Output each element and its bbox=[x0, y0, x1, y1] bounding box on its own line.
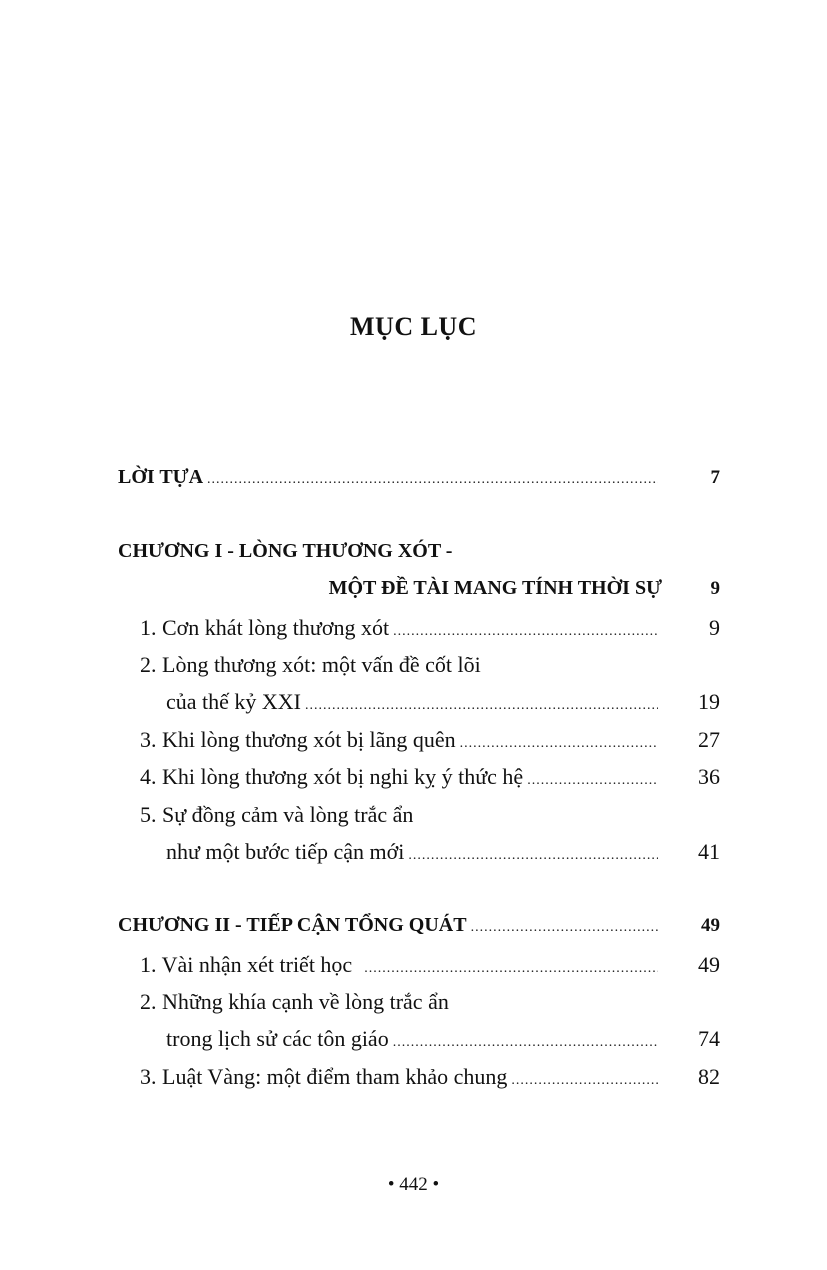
toc-entry-continued bbox=[166, 689, 720, 719]
toc-chapter-1-line2 bbox=[118, 577, 720, 607]
toc-entry bbox=[140, 989, 720, 1019]
entry-text: 3. Luật Vàng: một điểm tham khảo chung bbox=[140, 1064, 508, 1089]
entry-text: 1. Vài nhận xét triết học bbox=[140, 952, 353, 977]
entry-page: 27 bbox=[698, 727, 720, 752]
entry-text: 1. Cơn khát lòng thương xót bbox=[140, 615, 390, 640]
entry-text: 5. Sự đồng cảm và lòng trắc ẩn bbox=[140, 802, 414, 827]
page-title: MỤC LỤC bbox=[350, 312, 477, 341]
entry-text: CHƯƠNG I - LÒNG THƯƠNG XÓT - bbox=[118, 540, 453, 562]
dot-leader bbox=[305, 698, 658, 714]
toc-entry bbox=[140, 652, 720, 682]
toc-chapter-2 bbox=[118, 914, 720, 944]
entry-text: 2. Lòng thương xót: một vấn đề cốt lõi bbox=[140, 652, 481, 677]
toc-entry bbox=[140, 615, 720, 645]
dot-leader bbox=[393, 624, 658, 640]
entry-text: như một bước tiếp cận mới bbox=[166, 839, 405, 864]
entry-page: 19 bbox=[698, 689, 720, 714]
entry-text: 2. Những khía cạnh về lòng trắc ẩn bbox=[140, 989, 449, 1014]
page-number: • 442 • bbox=[387, 1174, 440, 1195]
entry-page: 41 bbox=[698, 839, 720, 864]
toc-entry-continued bbox=[166, 1026, 720, 1056]
dot-leader bbox=[527, 773, 658, 789]
entry-text: CHƯƠNG II - TIẾP CẬN TỔNG QUÁT bbox=[118, 914, 467, 936]
toc-entry bbox=[140, 764, 720, 794]
dot-leader bbox=[408, 848, 658, 864]
entry-text: LỜI TỰA bbox=[118, 466, 204, 488]
toc-entry bbox=[140, 1064, 720, 1094]
toc-chapter-1-line1 bbox=[118, 540, 720, 570]
entry-text: trong lịch sử các tôn giáo bbox=[166, 1026, 389, 1051]
dot-leader bbox=[364, 961, 658, 977]
entry-page: 82 bbox=[698, 1064, 720, 1089]
dot-leader bbox=[393, 1035, 658, 1051]
entry-text: 3. Khi lòng thương xót bị lãng quên bbox=[140, 727, 456, 752]
entry-page: 9 bbox=[709, 615, 720, 640]
dot-leader bbox=[471, 920, 658, 936]
entry-page: 49 bbox=[698, 952, 720, 977]
entry-page: 49 bbox=[701, 915, 720, 936]
dot-leader bbox=[511, 1073, 658, 1089]
toc-entry bbox=[140, 802, 720, 832]
entry-text: 4. Khi lòng thương xót bị nghi kỵ ý thức hệ bbox=[140, 764, 524, 789]
entry-text: của thế kỷ XXI bbox=[166, 689, 302, 714]
dot-leader bbox=[460, 736, 658, 752]
toc-entry-continued bbox=[166, 839, 720, 869]
entry-page: 7 bbox=[710, 467, 720, 488]
entry-page: 36 bbox=[698, 764, 720, 789]
entry-page: 9 bbox=[710, 578, 720, 599]
toc-entry bbox=[140, 952, 720, 982]
toc-entry-preface bbox=[118, 466, 720, 496]
entry-text: MỘT ĐỀ TÀI MANG TÍNH THỜI SỰ bbox=[328, 577, 662, 599]
dot-leader bbox=[207, 472, 658, 488]
toc-entry bbox=[140, 727, 720, 757]
entry-page: 74 bbox=[698, 1026, 720, 1051]
